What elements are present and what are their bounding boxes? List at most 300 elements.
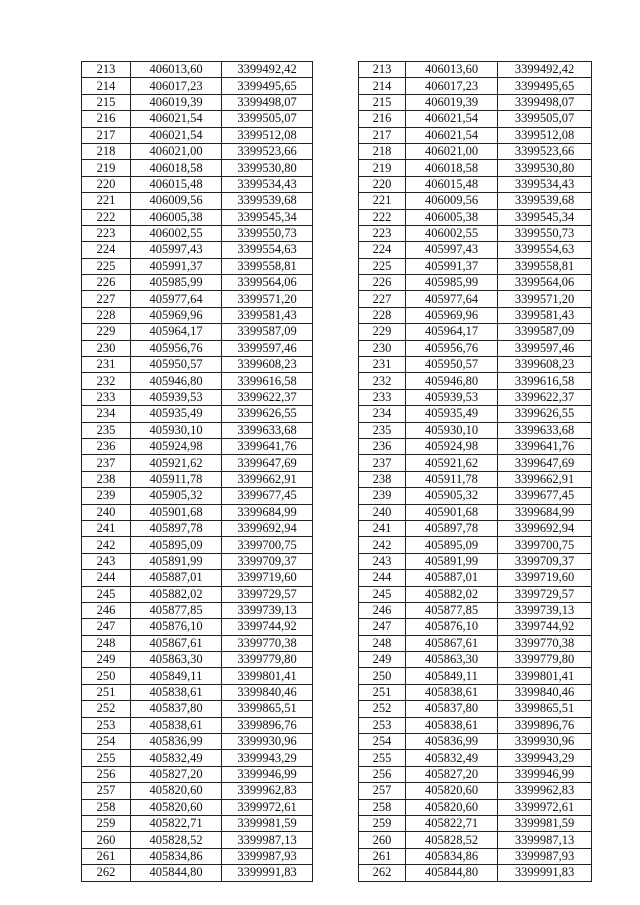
x-coordinate-left: 405844,80 [131,865,222,881]
table-row [82,635,592,651]
point-number-left: 261 [82,848,131,864]
table-row [82,619,592,635]
point-number-right: 245 [359,586,406,602]
table-row [82,865,592,881]
column-gap [313,766,359,782]
point-number-right: 247 [359,619,406,635]
point-number-left: 214 [82,78,131,94]
table-row [82,504,592,520]
x-coordinate-left: 405822,71 [131,815,222,831]
column-gap [313,291,359,307]
column-gap [313,340,359,356]
y-coordinate-left: 3399641,76 [222,438,313,454]
point-number-right: 224 [359,242,406,258]
y-coordinate-right: 3399779,80 [498,652,592,668]
point-number-left: 262 [82,865,131,881]
point-number-left: 237 [82,455,131,471]
table-row [82,668,592,684]
point-number-left: 217 [82,127,131,143]
y-coordinate-left: 3399770,38 [222,635,313,651]
x-coordinate-left: 405827,20 [131,766,222,782]
x-coordinate-right: 405911,78 [406,471,498,487]
x-coordinate-right: 406018,58 [406,160,498,176]
column-gap [313,127,359,143]
x-coordinate-right: 405991,37 [406,258,498,274]
x-coordinate-left: 405876,10 [131,619,222,635]
y-coordinate-right: 3399616,58 [498,373,592,389]
column-gap [313,160,359,176]
column-gap [313,406,359,422]
point-number-left: 219 [82,160,131,176]
point-number-left: 252 [82,701,131,717]
table-row [82,684,592,700]
y-coordinate-left: 3399865,51 [222,701,313,717]
column-gap [313,684,359,700]
x-coordinate-right: 405836,99 [406,734,498,750]
column-gap [313,848,359,864]
y-coordinate-right: 3399709,37 [498,553,592,569]
column-gap [313,242,359,258]
x-coordinate-left: 405939,53 [131,389,222,405]
x-coordinate-left: 405863,30 [131,652,222,668]
y-coordinate-right: 3399626,55 [498,406,592,422]
y-coordinate-right: 3399972,61 [498,799,592,815]
point-number-right: 251 [359,684,406,700]
x-coordinate-left: 405895,09 [131,537,222,553]
point-number-left: 220 [82,176,131,192]
y-coordinate-right: 3399865,51 [498,701,592,717]
y-coordinate-left: 3399530,80 [222,160,313,176]
x-coordinate-left: 405935,49 [131,406,222,422]
x-coordinate-left: 405849,11 [131,668,222,684]
point-number-right: 233 [359,389,406,405]
column-gap [313,422,359,438]
point-number-left: 228 [82,307,131,323]
x-coordinate-left: 405837,80 [131,701,222,717]
x-coordinate-right: 405924,98 [406,438,498,454]
table-row [82,160,592,176]
y-coordinate-left: 3399554,63 [222,242,313,258]
y-coordinate-right: 3399692,94 [498,520,592,536]
table-row [82,127,592,143]
y-coordinate-right: 3399512,08 [498,127,592,143]
point-number-right: 226 [359,275,406,291]
x-coordinate-left: 405836,99 [131,734,222,750]
point-number-left: 223 [82,225,131,241]
point-number-right: 240 [359,504,406,520]
point-number-left: 224 [82,242,131,258]
point-number-left: 239 [82,488,131,504]
point-number-left: 235 [82,422,131,438]
column-gap [313,62,359,78]
x-coordinate-left: 405924,98 [131,438,222,454]
point-number-right: 227 [359,291,406,307]
table-row [82,537,592,553]
column-gap [313,176,359,192]
x-coordinate-right: 406013,60 [406,62,498,78]
point-number-left: 238 [82,471,131,487]
x-coordinate-left: 405838,61 [131,684,222,700]
point-number-right: 219 [359,160,406,176]
x-coordinate-right: 405820,60 [406,799,498,815]
column-gap [313,324,359,340]
x-coordinate-right: 405985,99 [406,275,498,291]
column-gap [313,94,359,110]
table-row [82,799,592,815]
y-coordinate-right: 3399608,23 [498,357,592,373]
y-coordinate-right: 3399662,91 [498,471,592,487]
x-coordinate-left: 405950,57 [131,357,222,373]
y-coordinate-right: 3399550,73 [498,225,592,241]
x-coordinate-right: 405863,30 [406,652,498,668]
y-coordinate-left: 3399930,96 [222,734,313,750]
point-number-right: 244 [359,570,406,586]
column-gap [313,553,359,569]
y-coordinate-left: 3399700,75 [222,537,313,553]
point-number-left: 213 [82,62,131,78]
point-number-right: 252 [359,701,406,717]
point-number-right: 232 [359,373,406,389]
y-coordinate-right: 3399647,69 [498,455,592,471]
column-gap [313,734,359,750]
x-coordinate-right: 405895,09 [406,537,498,553]
point-number-right: 235 [359,422,406,438]
x-coordinate-right: 405867,61 [406,635,498,651]
table-row [82,357,592,373]
y-coordinate-left: 3399512,08 [222,127,313,143]
column-gap [313,586,359,602]
point-number-right: 253 [359,717,406,733]
y-coordinate-right: 3399930,96 [498,734,592,750]
column-gap [313,275,359,291]
x-coordinate-right: 406015,48 [406,176,498,192]
table-row [82,701,592,717]
x-coordinate-right: 405939,53 [406,389,498,405]
point-number-left: 246 [82,602,131,618]
x-coordinate-left: 405897,78 [131,520,222,536]
y-coordinate-right: 3399545,34 [498,209,592,225]
point-number-left: 232 [82,373,131,389]
table-row [82,242,592,258]
x-coordinate-left: 405832,49 [131,750,222,766]
y-coordinate-left: 3399492,42 [222,62,313,78]
x-coordinate-left: 405820,60 [131,799,222,815]
point-number-left: 216 [82,111,131,127]
y-coordinate-left: 3399626,55 [222,406,313,422]
x-coordinate-right: 405887,01 [406,570,498,586]
x-coordinate-right: 405828,52 [406,832,498,848]
x-coordinate-right: 405827,20 [406,766,498,782]
column-gap [313,471,359,487]
table-row [82,193,592,209]
table-row [82,62,592,78]
point-number-left: 254 [82,734,131,750]
y-coordinate-right: 3399564,06 [498,275,592,291]
y-coordinate-right: 3399744,92 [498,619,592,635]
x-coordinate-left: 405877,85 [131,602,222,618]
coordinates-table [81,61,592,882]
x-coordinate-right: 406019,39 [406,94,498,110]
point-number-right: 237 [359,455,406,471]
point-number-right: 261 [359,848,406,864]
point-number-right: 236 [359,438,406,454]
point-number-right: 238 [359,471,406,487]
x-coordinate-left: 405997,43 [131,242,222,258]
point-number-left: 236 [82,438,131,454]
y-coordinate-left: 3399550,73 [222,225,313,241]
y-coordinate-left: 3399896,76 [222,717,313,733]
point-number-left: 233 [82,389,131,405]
column-gap [313,389,359,405]
y-coordinate-right: 3399729,57 [498,586,592,602]
y-coordinate-right: 3399558,81 [498,258,592,274]
point-number-left: 249 [82,652,131,668]
x-coordinate-right: 405905,32 [406,488,498,504]
column-gap [313,193,359,209]
y-coordinate-right: 3399987,13 [498,832,592,848]
table-row [82,111,592,127]
x-coordinate-left: 406018,58 [131,160,222,176]
x-coordinate-left: 405964,17 [131,324,222,340]
point-number-left: 240 [82,504,131,520]
table-row [82,225,592,241]
x-coordinate-left: 405820,60 [131,783,222,799]
table-row [82,176,592,192]
x-coordinate-left: 405867,61 [131,635,222,651]
x-coordinate-right: 405997,43 [406,242,498,258]
y-coordinate-right: 3399505,07 [498,111,592,127]
point-number-left: 253 [82,717,131,733]
y-coordinate-left: 3399719,60 [222,570,313,586]
y-coordinate-left: 3399739,13 [222,602,313,618]
x-coordinate-left: 406021,54 [131,111,222,127]
x-coordinate-left: 406002,55 [131,225,222,241]
point-number-right: 246 [359,602,406,618]
table-row [82,275,592,291]
table-row [82,815,592,831]
x-coordinate-left: 405985,99 [131,275,222,291]
x-coordinate-right: 405822,71 [406,815,498,831]
y-coordinate-left: 3399597,46 [222,340,313,356]
y-coordinate-left: 3399677,45 [222,488,313,504]
y-coordinate-right: 3399962,83 [498,783,592,799]
x-coordinate-left: 406009,56 [131,193,222,209]
x-coordinate-right: 405950,57 [406,357,498,373]
y-coordinate-left: 3399633,68 [222,422,313,438]
point-number-right: 234 [359,406,406,422]
column-gap [313,717,359,733]
point-number-right: 213 [359,62,406,78]
y-coordinate-right: 3399641,76 [498,438,592,454]
y-coordinate-left: 3399505,07 [222,111,313,127]
y-coordinate-right: 3399554,63 [498,242,592,258]
point-number-right: 242 [359,537,406,553]
point-number-left: 227 [82,291,131,307]
point-number-right: 216 [359,111,406,127]
y-coordinate-left: 3399495,65 [222,78,313,94]
point-number-right: 218 [359,143,406,159]
point-number-left: 218 [82,143,131,159]
y-coordinate-right: 3399530,80 [498,160,592,176]
column-gap [313,78,359,94]
table-row [82,553,592,569]
table-row [82,520,592,536]
point-number-left: 230 [82,340,131,356]
x-coordinate-left: 406017,23 [131,78,222,94]
y-coordinate-right: 3399539,68 [498,193,592,209]
y-coordinate-left: 3399991,83 [222,865,313,881]
y-coordinate-left: 3399622,37 [222,389,313,405]
x-coordinate-right: 405876,10 [406,619,498,635]
y-coordinate-right: 3399840,46 [498,684,592,700]
column-gap [313,455,359,471]
column-gap [313,209,359,225]
point-number-right: 259 [359,815,406,831]
x-coordinate-right: 405849,11 [406,668,498,684]
point-number-right: 262 [359,865,406,881]
table-row [82,783,592,799]
x-coordinate-left: 406005,38 [131,209,222,225]
point-number-left: 258 [82,799,131,815]
y-coordinate-right: 3399946,99 [498,766,592,782]
coordinates-table-body [82,62,592,882]
point-number-right: 225 [359,258,406,274]
table-row [82,570,592,586]
x-coordinate-left: 405969,96 [131,307,222,323]
column-gap [313,225,359,241]
x-coordinate-right: 406021,00 [406,143,498,159]
point-number-right: 230 [359,340,406,356]
point-number-right: 254 [359,734,406,750]
y-coordinate-left: 3399709,37 [222,553,313,569]
point-number-left: 229 [82,324,131,340]
point-number-left: 226 [82,275,131,291]
y-coordinate-left: 3399523,66 [222,143,313,159]
x-coordinate-right: 405897,78 [406,520,498,536]
x-coordinate-right: 405838,61 [406,684,498,700]
y-coordinate-left: 3399608,23 [222,357,313,373]
x-coordinate-right: 405877,85 [406,602,498,618]
point-number-left: 260 [82,832,131,848]
point-number-left: 257 [82,783,131,799]
column-gap [313,832,359,848]
point-number-right: 255 [359,750,406,766]
point-number-left: 245 [82,586,131,602]
column-gap [313,668,359,684]
column-gap [313,783,359,799]
point-number-right: 222 [359,209,406,225]
point-number-right: 215 [359,94,406,110]
table-row [82,209,592,225]
point-number-right: 214 [359,78,406,94]
y-coordinate-right: 3399770,38 [498,635,592,651]
point-number-left: 256 [82,766,131,782]
y-coordinate-right: 3399987,93 [498,848,592,864]
point-number-right: 223 [359,225,406,241]
x-coordinate-left: 406021,00 [131,143,222,159]
y-coordinate-left: 3399729,57 [222,586,313,602]
y-coordinate-right: 3399801,41 [498,668,592,684]
x-coordinate-right: 405832,49 [406,750,498,766]
x-coordinate-left: 405901,68 [131,504,222,520]
x-coordinate-right: 406009,56 [406,193,498,209]
point-number-left: 243 [82,553,131,569]
y-coordinate-left: 3399498,07 [222,94,313,110]
x-coordinate-left: 405828,52 [131,832,222,848]
y-coordinate-right: 3399700,75 [498,537,592,553]
y-coordinate-left: 3399684,99 [222,504,313,520]
table-row [82,734,592,750]
column-gap [313,865,359,881]
x-coordinate-left: 406021,54 [131,127,222,143]
x-coordinate-right: 405901,68 [406,504,498,520]
column-gap [313,619,359,635]
y-coordinate-right: 3399991,83 [498,865,592,881]
point-number-left: 241 [82,520,131,536]
table-row [82,848,592,864]
x-coordinate-right: 405844,80 [406,865,498,881]
table-row [82,471,592,487]
y-coordinate-left: 3399987,13 [222,832,313,848]
y-coordinate-left: 3399840,46 [222,684,313,700]
table-row [82,324,592,340]
point-number-right: 249 [359,652,406,668]
table-row [82,586,592,602]
y-coordinate-right: 3399587,09 [498,324,592,340]
x-coordinate-left: 405921,62 [131,455,222,471]
column-gap [313,357,359,373]
table-row [82,389,592,405]
y-coordinate-right: 3399534,43 [498,176,592,192]
y-coordinate-left: 3399946,99 [222,766,313,782]
y-coordinate-right: 3399943,29 [498,750,592,766]
y-coordinate-left: 3399539,68 [222,193,313,209]
column-gap [313,815,359,831]
y-coordinate-left: 3399981,59 [222,815,313,831]
y-coordinate-left: 3399801,41 [222,668,313,684]
column-gap [313,143,359,159]
point-number-right: 257 [359,783,406,799]
x-coordinate-right: 406002,55 [406,225,498,241]
table-row [82,750,592,766]
y-coordinate-left: 3399647,69 [222,455,313,471]
point-number-left: 248 [82,635,131,651]
y-coordinate-left: 3399534,43 [222,176,313,192]
x-coordinate-right: 405834,86 [406,848,498,864]
y-coordinate-left: 3399581,43 [222,307,313,323]
column-gap [313,635,359,651]
table-row [82,717,592,733]
point-number-right: 221 [359,193,406,209]
point-number-right: 228 [359,307,406,323]
y-coordinate-left: 3399564,06 [222,275,313,291]
point-number-right: 250 [359,668,406,684]
column-gap [313,438,359,454]
x-coordinate-right: 405964,17 [406,324,498,340]
column-gap [313,488,359,504]
y-coordinate-right: 3399677,45 [498,488,592,504]
x-coordinate-left: 405905,32 [131,488,222,504]
point-number-left: 225 [82,258,131,274]
table-row [82,406,592,422]
x-coordinate-right: 406021,54 [406,111,498,127]
point-number-left: 242 [82,537,131,553]
y-coordinate-right: 3399581,43 [498,307,592,323]
y-coordinate-left: 3399571,20 [222,291,313,307]
table-row [82,422,592,438]
y-coordinate-right: 3399684,99 [498,504,592,520]
y-coordinate-right: 3399622,37 [498,389,592,405]
